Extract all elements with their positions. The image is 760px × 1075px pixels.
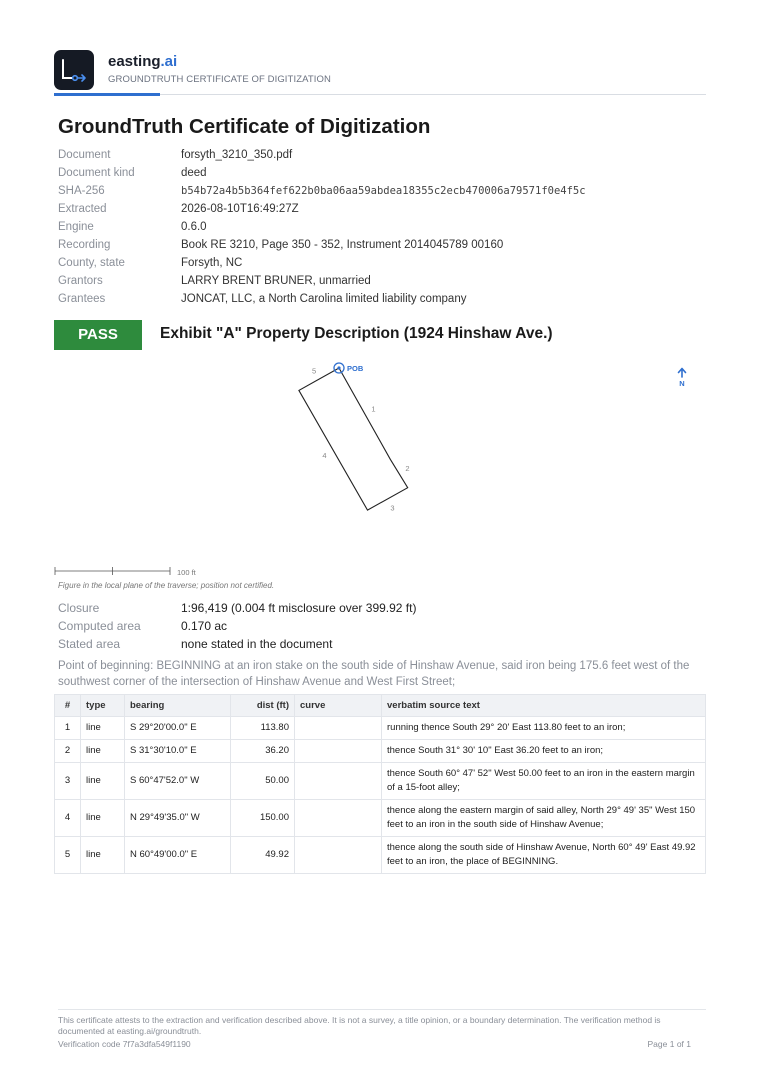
- stats-key: Computed area: [58, 619, 141, 633]
- courses-table: [54, 694, 706, 874]
- cell-number: 1: [55, 717, 81, 740]
- status-badge: PASS: [54, 320, 142, 350]
- cell-bearing: N 60°49'00.0" E: [125, 837, 231, 874]
- cell-source-text: thence along the south side of Hinshaw Avenue, North 60° 49' East 49.92 feet to an iron, the place of BEGINNING.: [382, 837, 706, 874]
- meta-row-grantors: [58, 272, 708, 290]
- header-accent-bar: [54, 93, 160, 96]
- cell-distance: 113.80: [231, 717, 295, 740]
- cell-number: 4: [55, 800, 81, 837]
- north-label: N: [679, 379, 685, 388]
- stats-value: none stated in the document: [181, 637, 333, 651]
- cell-bearing: S 29°20'00.0" E: [125, 717, 231, 740]
- stats-list: [58, 599, 416, 653]
- pob-label: POB: [347, 364, 364, 373]
- brand-suffix: .ai: [160, 53, 178, 70]
- table-row: [55, 717, 706, 740]
- col-header-bearing: bearing: [125, 695, 231, 717]
- stats-key: Stated area: [58, 637, 121, 651]
- meta-key: Document: [58, 149, 111, 161]
- course-label: 3: [390, 503, 395, 513]
- cell-bearing: N 29°49'35.0" W: [125, 800, 231, 837]
- pob-marker: [334, 363, 364, 373]
- meta-value: forsyth_3210_350.pdf: [181, 149, 293, 161]
- meta-key: Extracted: [58, 203, 107, 215]
- pob-dot: [337, 366, 340, 369]
- meta-row-document-kind: [58, 164, 708, 182]
- brand-subtitle: GROUNDTRUTH CERTIFICATE OF DIGITIZATION: [108, 74, 331, 85]
- meta-row-recording: [58, 236, 708, 254]
- parcel-outline: [299, 368, 408, 510]
- meta-row-sha256: [58, 182, 708, 200]
- logo: [54, 50, 94, 90]
- col-header-type: type: [81, 695, 125, 717]
- col-header-curve: curve: [295, 695, 382, 717]
- stats-row-computed-area: [58, 617, 416, 635]
- course-label: 1: [371, 404, 376, 414]
- course-label: 4: [322, 451, 327, 461]
- cell-distance: 36.20: [231, 740, 295, 763]
- meta-value: 0.6.0: [181, 221, 207, 233]
- meta-row-engine: [58, 218, 708, 236]
- cell-type: line: [81, 763, 125, 800]
- cell-source-text: thence along the eastern margin of said alley, North 29° 49' 35" West 150 feet to an iron in the south side of Hinshaw Avenue;: [382, 800, 706, 837]
- cell-bearing: S 60°47'52.0" W: [125, 763, 231, 800]
- table-header-row: [55, 695, 706, 717]
- meta-value: JONCAT, LLC, a North Carolina limited liability company: [181, 293, 467, 305]
- cell-curve: [295, 717, 382, 740]
- meta-row-grantees: [58, 290, 708, 308]
- scale-bar: [55, 567, 197, 577]
- meta-key: Document kind: [58, 167, 135, 179]
- col-header-distance: dist (ft): [231, 695, 295, 717]
- cell-type: line: [81, 837, 125, 874]
- course-label: 2: [405, 464, 410, 474]
- metadata-list: [58, 146, 708, 308]
- footer-disclaimer: This certificate attests to the extraction and verification described above. It is not a survey, a title opinion, or a boundary determination. The verification method is documented at easting.ai/groundtruth.: [58, 1015, 661, 1036]
- meta-key: SHA-256: [58, 185, 105, 197]
- scale-label: 100 ft: [177, 568, 196, 577]
- stats-value: 0.170 ac: [181, 619, 228, 633]
- meta-key: Grantees: [58, 293, 106, 305]
- verification-code: Verification code 7f7a3dfa549f1190: [58, 1039, 191, 1049]
- page-number: Page 1 of 1: [647, 1039, 691, 1049]
- cell-number: 2: [55, 740, 81, 763]
- table-row: [55, 800, 706, 837]
- cell-curve: [295, 763, 382, 800]
- meta-key: Grantors: [58, 275, 103, 287]
- table-row: [55, 763, 706, 800]
- stats-row-stated-area: [58, 635, 416, 653]
- cell-source-text: thence South 31° 30' 10" East 36.20 feet to an iron;: [382, 740, 706, 763]
- cell-curve: [295, 837, 382, 874]
- meta-row-extracted: [58, 200, 708, 218]
- cell-type: line: [81, 800, 125, 837]
- table-row: [55, 740, 706, 763]
- page-title: GroundTruth Certificate of Digitization: [58, 115, 431, 138]
- cell-curve: [295, 800, 382, 837]
- cell-distance: 49.92: [231, 837, 295, 874]
- meta-value: deed: [181, 167, 207, 179]
- stats-value: 1:96,419 (0.004 ft misclosure over 399.92 ft): [181, 601, 417, 615]
- meta-value: Forsyth, NC: [181, 257, 243, 269]
- meta-value: LARRY BRENT BRUNER, unmarried: [181, 275, 371, 287]
- north-arrow-icon: [679, 369, 686, 378]
- col-header-number: #: [55, 695, 81, 717]
- brand-name-text: easting: [108, 53, 161, 70]
- table-row: [55, 837, 706, 874]
- figure-caption: Figure in the local plane of the traverse; position not certified.: [58, 581, 275, 590]
- stats-row-closure: [58, 599, 416, 617]
- header: [54, 50, 706, 98]
- cell-curve: [295, 740, 382, 763]
- col-header-source-text: verbatim source text: [382, 695, 706, 717]
- cell-bearing: S 31°30'10.0" E: [125, 740, 231, 763]
- north-arrow: [679, 369, 686, 389]
- parcel-plot: [54, 356, 706, 596]
- stats-key: Closure: [58, 601, 100, 615]
- meta-value-hash: b54b72a4b5b364fef622b0ba06aa59abdea18355c2ecb470006a79571f0e4f5c: [181, 185, 586, 197]
- cell-source-text: running thence South 29° 20' East 113.80 feet to an iron;: [382, 717, 706, 740]
- meta-key: County, state: [58, 257, 125, 269]
- cell-distance: 150.00: [231, 800, 295, 837]
- meta-row-county: [58, 254, 708, 272]
- brand-name: [108, 53, 177, 70]
- meta-row-document: [58, 146, 708, 164]
- cell-number: 3: [55, 763, 81, 800]
- cell-type: line: [81, 740, 125, 763]
- cell-distance: 50.00: [231, 763, 295, 800]
- footer-divider: [58, 1009, 706, 1010]
- logo-icon: [54, 50, 94, 90]
- point-of-beginning-text: Point of beginning: BEGINNING at an iron stake on the south side of Hinshaw Avenue, said iron being 175.6 feet west of the southwest corner of the intersection of Hinshaw Avenue and West First Street;: [58, 660, 690, 688]
- meta-value: 2026-08-10T16:49:27Z: [181, 203, 299, 215]
- meta-key: Engine: [58, 221, 94, 233]
- course-label: 5: [312, 366, 317, 376]
- meta-key: Recording: [58, 239, 111, 251]
- cell-number: 5: [55, 837, 81, 874]
- meta-value: Book RE 3210, Page 350 - 352, Instrument 2014045789 00160: [181, 239, 504, 251]
- cell-source-text: thence South 60° 47' 52" West 50.00 feet to an iron in the eastern margin of a 15-foot alley;: [382, 763, 706, 800]
- exhibit-title: Exhibit "A" Property Description (1924 Hinshaw Ave.): [160, 325, 553, 342]
- cell-type: line: [81, 717, 125, 740]
